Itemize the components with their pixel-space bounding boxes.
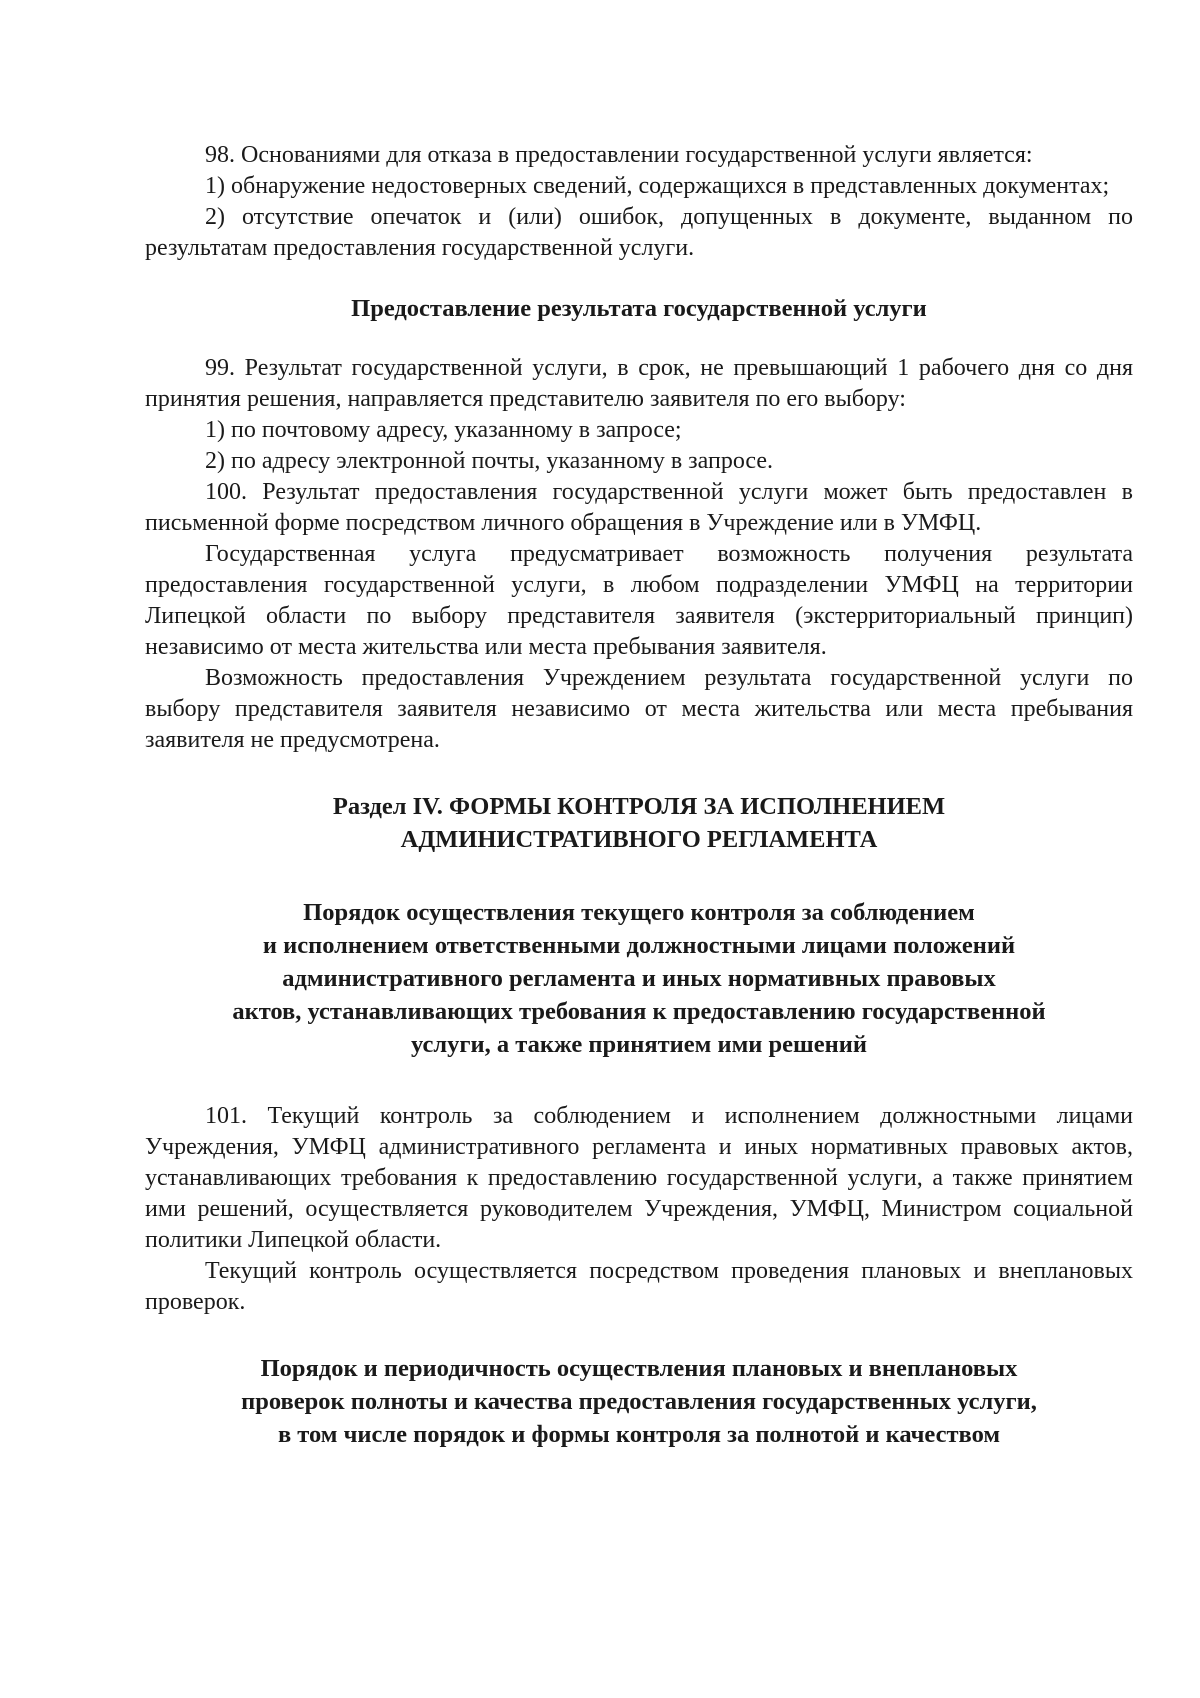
paragraph-current-control: Текущий контроль осуществляется посредством проведения плановых и внеплановых проверок. [145,1258,1133,1315]
paragraph-98: 98. Основаниями для отказа в предоставлении государственной услуги является: [205,142,1033,168]
spacer [145,856,1133,896]
list-item-98-2: 2) отсутствие опечаток и (или) ошибок, допущенных в документе, выданном по результатам предоставления государственной услуги. [145,204,1133,261]
paragraph-101: 101. Текущий контроль за соблюдением и исполнением должностными лицами Учреждения, УМФЦ административного регламента и иных нормативных правовых актов, устанавливающих требования к предоставлению государственной услуги, а также принятием ими решений, осуществляется руководителем Учреждения, УМФЦ, Министром социальной политики Липецкой области. [145,1103,1133,1253]
paragraph-99: 99. Результат государственной услуги, в срок, не превышающий 1 рабочего дня со дня принятия решения, направляется представителю заявителя по его выбору: [145,355,1133,412]
heading-line: Порядок и периодичность осуществления плановых и внеплановых [260,1355,1018,1382]
heading-line: Порядок осуществления текущего контроля за соблюдением [303,899,975,926]
list-item-99-2: 2) по адресу электронной почты, указанному в запросе. [205,448,774,474]
spacer [145,264,1133,292]
spacer [145,756,1133,790]
paragraph-extraterritorial: Государственная услуга предусматривает возможность получения результата предоставления государственной услуги, в любом подразделении УМФЦ на территории Липецкой области по выбору представителя заявителя (экстерриториальный принцип) независимо от места жительства или места пребывания заявителя. [145,541,1133,660]
heading-line: услуги, а также принятием ими решений [411,1031,867,1058]
heading-current-control [145,896,1133,1061]
heading-line: административного регламента и иных нормативных правовых [282,965,996,992]
document-body [145,140,1133,1451]
spacer [145,1061,1133,1101]
spacer [145,325,1133,353]
heading-line: и исполнением ответственными должностными лицами положений [262,932,1016,959]
heading-line: в том числе порядок и формы контроля за полнотой и качеством [277,1421,1001,1448]
section-4-title [145,790,1133,856]
heading-line: актов, устанавливающих требования к предоставлению государственной [232,998,1046,1025]
spacer [145,1318,1133,1352]
list-item-99-1: 1) по почтовому адресу, указанному в запросе; [205,417,682,443]
section-4-title-line: АДМИНИСТРАТИВНОГО РЕГЛАМЕНТА [400,826,878,853]
heading-line: проверок полноты и качества предоставления государственных услуги, [241,1388,1037,1415]
heading-result-provision: Предоставление результата государственной услуги [351,295,927,322]
heading-planned-checks [145,1352,1133,1451]
section-4-title-line: Раздел IV. ФОРМЫ КОНТРОЛЯ ЗА ИСПОЛНЕНИЕМ [332,793,946,820]
paragraph-possibility: Возможность предоставления Учреждением результата государственной услуги по выбору представителя заявителя независимо от места жительства или места пребывания заявителя не предусмотрена. [145,665,1133,753]
list-item-98-1: 1) обнаружение недостоверных сведений, содержащихся в представленных документах; [205,173,1110,199]
paragraph-100: 100. Результат предоставления государственной услуги может быть предоставлен в письменной форме посредством личного обращения в Учреждение или в УМФЦ. [145,479,1133,536]
